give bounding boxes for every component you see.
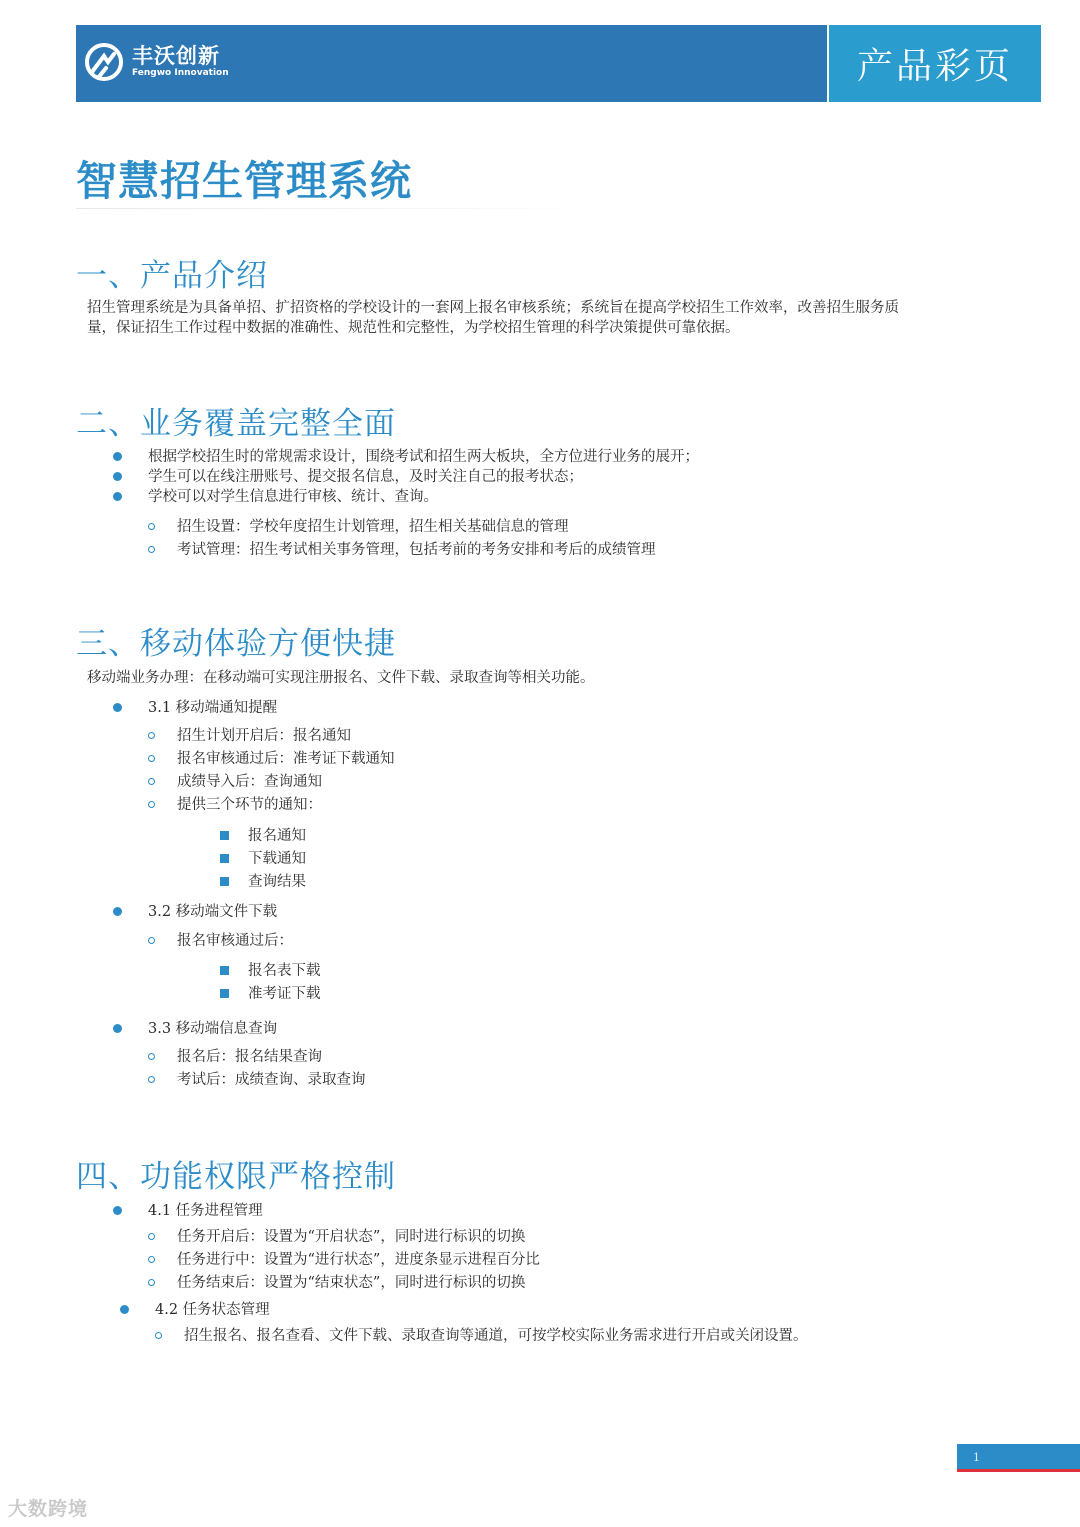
sub-bullet-icon (148, 801, 155, 808)
sub-bullet-icon (148, 1076, 155, 1083)
list-item: 根据学校招生时的常规需求设计，围绕考试和招生两大板块，全方位进行业务的展开； (148, 449, 699, 465)
mobile-intro: 移动端业务办理：在移动端可实现注册报名、文件下载、录取查询等相关功能。 (87, 670, 595, 686)
bullet-icon (113, 907, 122, 916)
square-bullet-icon (220, 854, 229, 863)
sub-list-item: 任务开启后：设置为“开启状态”，同时进行标识的切换 (177, 1229, 526, 1245)
list-item: 4.1 任务进程管理 (148, 1203, 263, 1219)
sub-bullet-icon (148, 1279, 155, 1286)
sub-list-item: 报名后：报名结果查询 (177, 1049, 322, 1065)
bullet-icon (120, 1305, 129, 1314)
sub-bullet-icon (148, 1256, 155, 1263)
sub-bullet-icon (148, 937, 155, 944)
sub-list-item: 任务结束后：设置为“结束状态”，同时进行标识的切换 (177, 1275, 526, 1291)
list-item: 学生可以在线注册账号、提交报名信息，及时关注自己的报考状态； (148, 469, 583, 485)
sub-bullet-icon (155, 1332, 162, 1339)
sub-bullet-icon (148, 546, 155, 553)
sub-list-item: 招生计划开启后：报名通知 (177, 728, 351, 744)
header-left-panel (76, 25, 827, 102)
sub-list-item: 提供三个环节的通知： (177, 797, 322, 813)
sub-list-item: 成绩导入后：查询通知 (177, 774, 322, 790)
square-bullet-icon (220, 989, 229, 998)
company-logo (84, 42, 229, 82)
nested-list-item: 下载通知 (248, 851, 306, 867)
sub-bullet-icon (148, 1233, 155, 1240)
sub-list-item: 任务进行中：设置为“进行状态”，进度条显示进程百分比 (177, 1252, 540, 1268)
page-number: 1 (973, 1451, 980, 1464)
sub-bullet-icon (148, 732, 155, 739)
list-item: 3.3 移动端信息查询 (148, 1021, 278, 1037)
list-item: 3.2 移动端文件下载 (148, 904, 278, 920)
logo-text (132, 46, 229, 78)
sub-list-item: 招生设置：学校年度招生计划管理，招生相关基础信息的管理 (177, 519, 569, 535)
header-banner (76, 25, 1041, 102)
list-item: 4.2 任务状态管理 (155, 1302, 270, 1318)
bullet-icon (113, 452, 122, 461)
logo-icon (84, 42, 124, 82)
intro-paragraph-line-2: 量，保证招生工作过程中数据的准确性、规范性和完整性，为学校招生管理的科学决策提供可靠依据。 (87, 320, 740, 336)
bullet-icon (113, 1024, 122, 1033)
sub-list-item: 报名审核通过后：准考证下载通知 (177, 751, 395, 767)
watermark: 大数跨境 (8, 1498, 89, 1520)
section-heading-mobile: 三、移动体验方便快捷 (76, 626, 396, 662)
logo-name-cn: 丰沃创新 (132, 44, 220, 68)
title-divider (76, 208, 606, 209)
header-right-panel (829, 25, 1041, 102)
sub-bullet-icon (148, 755, 155, 762)
document-title: 智慧招生管理系统 (76, 157, 412, 205)
section-heading-coverage: 二、业务覆盖完整全面 (76, 406, 396, 442)
intro-paragraph-line-1: 招生管理系统是为具备单招、扩招资格的学校设计的一套网上报名审核系统；系统旨在提高学校招生工作效率，改善招生服务质 (87, 300, 899, 316)
sub-bullet-icon (148, 778, 155, 785)
bullet-icon (113, 472, 122, 481)
section-heading-permissions: 四、功能权限严格控制 (76, 1159, 396, 1195)
sub-list-item: 招生报名、报名查看、文件下载、录取查询等通道，可按学校实际业务需求进行开启或关闭设置。 (184, 1328, 808, 1344)
list-item: 学校可以对学生信息进行审核、统计、查询。 (148, 489, 438, 505)
nested-list-item: 报名表下载 (248, 963, 321, 979)
sub-list-item: 报名审核通过后： (177, 933, 293, 949)
nested-list-item: 准考证下载 (248, 986, 321, 1002)
square-bullet-icon (220, 831, 229, 840)
section-heading-intro: 一、产品介绍 (76, 258, 268, 294)
logo-name-en: Fengwo Innovation (132, 68, 229, 78)
bullet-icon (113, 703, 122, 712)
sub-bullet-icon (148, 1053, 155, 1060)
sub-list-item: 考试管理：招生考试相关事务管理，包括考前的考务安排和考后的成绩管理 (177, 542, 656, 558)
bullet-icon (113, 492, 122, 501)
nested-list-item: 查询结果 (248, 874, 306, 890)
sub-bullet-icon (148, 523, 155, 530)
square-bullet-icon (220, 966, 229, 975)
bullet-icon (113, 1206, 122, 1215)
sub-list-item: 考试后：成绩查询、录取查询 (177, 1072, 366, 1088)
nested-list-item: 报名通知 (248, 828, 306, 844)
square-bullet-icon (220, 877, 229, 886)
list-item: 3.1 移动端通知提醒 (148, 700, 278, 716)
header-title: 产品彩页 (856, 46, 1013, 87)
page-number-underline (957, 1469, 1080, 1472)
